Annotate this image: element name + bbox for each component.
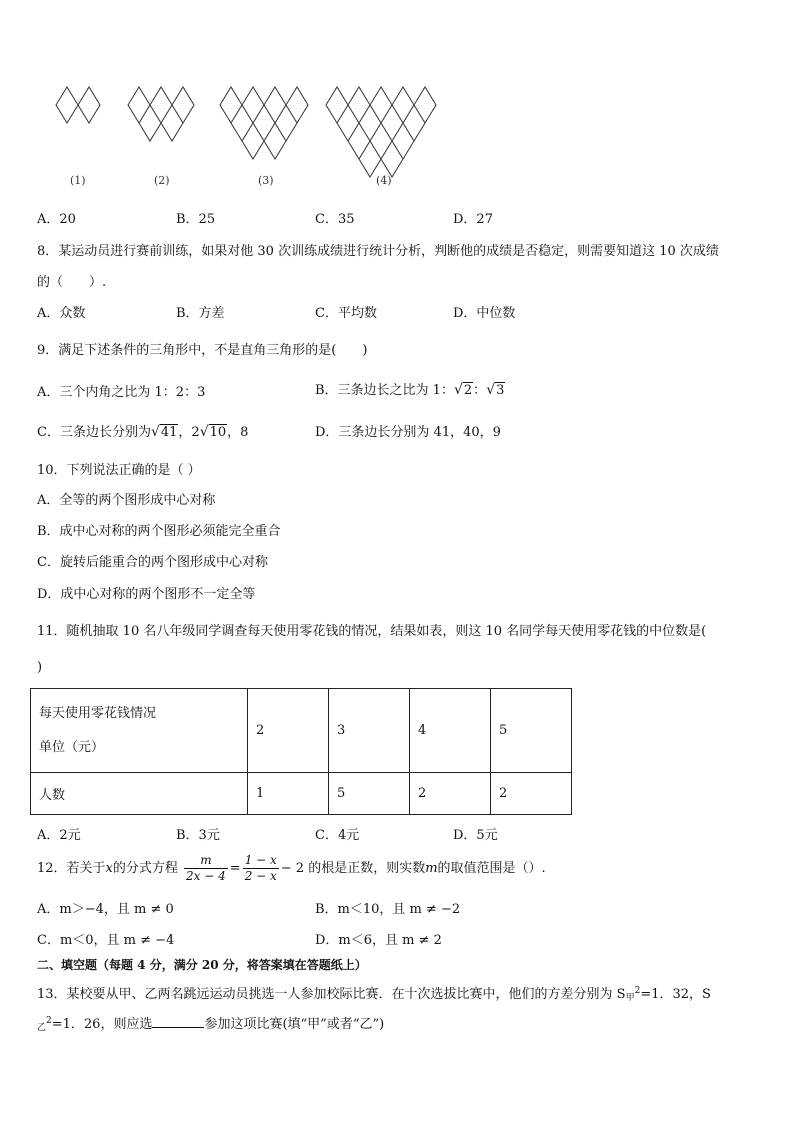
- q12-option-d: D．m＜6，且 m ≠ 2: [315, 933, 442, 948]
- q9-option-b: B．三条边长之比为 1：√2：√3: [315, 382, 505, 398]
- q8-option-d: D．中位数: [453, 306, 516, 321]
- table-value-cell: 2: [248, 689, 329, 773]
- q8-option-b: B．方差: [176, 306, 225, 321]
- figure-4: [326, 87, 436, 177]
- q11-option-d: D．5元: [453, 828, 498, 843]
- table-count-cell: 2: [410, 773, 491, 815]
- q11-stem-line2: ): [37, 660, 43, 675]
- q9-option-d: D．三条边长分别为 41，40，9: [315, 425, 501, 440]
- q10-option-d: D．成中心对称的两个图形不一定全等: [37, 587, 256, 602]
- q8-stem-line2: 的（ ）.: [37, 275, 107, 290]
- q9-option-c: C．三条边长分别为√41，2√10，8: [37, 424, 249, 440]
- fraction-1: $\frac{m}{2x - 4}$: [186, 853, 226, 883]
- table-value-cell: 3: [329, 689, 410, 773]
- table-row-label: 人数: [31, 773, 248, 815]
- figure-label-4: (4): [376, 174, 392, 187]
- table-value-cell: 4: [410, 689, 491, 773]
- q11-option-b: B．3元: [176, 828, 220, 843]
- q8-stem-line1: 8．某运动员进行赛前训练，如果对他 30 次训练成绩进行统计分析，判断他的成绩是否稳定，则需要知道这 10 次成绩: [37, 244, 719, 259]
- q13-stem-line2: $_乙^2$=1．26，则应选 参加这项比赛(填“甲”或者“乙”): [37, 1016, 385, 1033]
- figure-1: [56, 87, 100, 123]
- table-value-cell: 5: [491, 689, 572, 773]
- q10-option-a: A．全等的两个图形成中心对称: [37, 493, 216, 508]
- q11-option-c: C．4元: [315, 828, 360, 843]
- table-count-cell: 1: [248, 773, 329, 815]
- q7-option-c: C．35: [315, 212, 355, 227]
- figure-label-2: (2): [154, 174, 170, 187]
- q11-option-a: A．2元: [37, 828, 81, 843]
- q7-option-d: D．27: [453, 212, 493, 227]
- q7-option-b: B．25: [176, 212, 216, 227]
- q12-option-c: C．m＜0，且 m ≠ −4: [37, 933, 175, 948]
- q10-option-b: B．成中心对称的两个图形必须能完全重合: [37, 524, 281, 539]
- q8-option-c: C．平均数: [315, 306, 377, 321]
- section-title: 二、填空题（每题 4 分，满分 20 分，将答案填在答题纸上）: [37, 958, 367, 972]
- q10-stem: 10．下列说法正确的是（ ）: [37, 463, 201, 478]
- q12-option-b: B．m＜10，且 m ≠ −2: [315, 902, 461, 917]
- fraction-2: $\frac{1 - x}{2 - x}$: [244, 853, 277, 883]
- table-count-cell: 2: [491, 773, 572, 815]
- q9-option-a: A．三个内角之比为 1：2：3: [37, 385, 206, 400]
- q9-stem: 9．满足下述条件的三角形中，不是直角三角形的是( ): [37, 343, 368, 358]
- q12-stem: 12．若关于x的分式方程 $\frac{m}{2x - 4}$ = $\frac{1 - x}{2 - x}$ − 2 的根是正数，则实数m的取值范围是（）.: [37, 853, 546, 883]
- q10-option-c: C．旋转后能重合的两个图形成中心对称: [37, 555, 268, 570]
- q7-option-a: A．20: [37, 212, 76, 227]
- figure-label-3: (3): [258, 174, 274, 187]
- q13-stem-line1: 13．某校要从甲、乙两名跳远运动员挑选一人参加校际比赛．在十次选拔比赛中，他们的方差分别为 $S_甲^2=1$．32，S: [37, 986, 711, 1003]
- table-header-cell: [31, 689, 248, 773]
- answer-blank[interactable]: [152, 1015, 204, 1028]
- q8-option-a: A．众数: [37, 306, 86, 321]
- pocket-money-table: [30, 688, 572, 815]
- table-row: [31, 689, 572, 773]
- q11-stem-line1: 11．随机抽取 10 名八年级同学调查每天使用零花钱的情况，结果如表，则这 10 名同学每天使用零花钱的中位数是(: [37, 624, 707, 639]
- table-header-line2: 单位（元）: [39, 739, 105, 755]
- table-count-cell: 5: [329, 773, 410, 815]
- q12-option-a: A．m＞−4，且 m ≠ 0: [37, 902, 174, 917]
- figure-3: [220, 87, 308, 159]
- figure-2: [128, 87, 194, 141]
- figure-label-1: (1): [70, 174, 86, 187]
- table-header-line1: 每天使用零花钱情况: [39, 705, 157, 721]
- table-row: [31, 773, 572, 815]
